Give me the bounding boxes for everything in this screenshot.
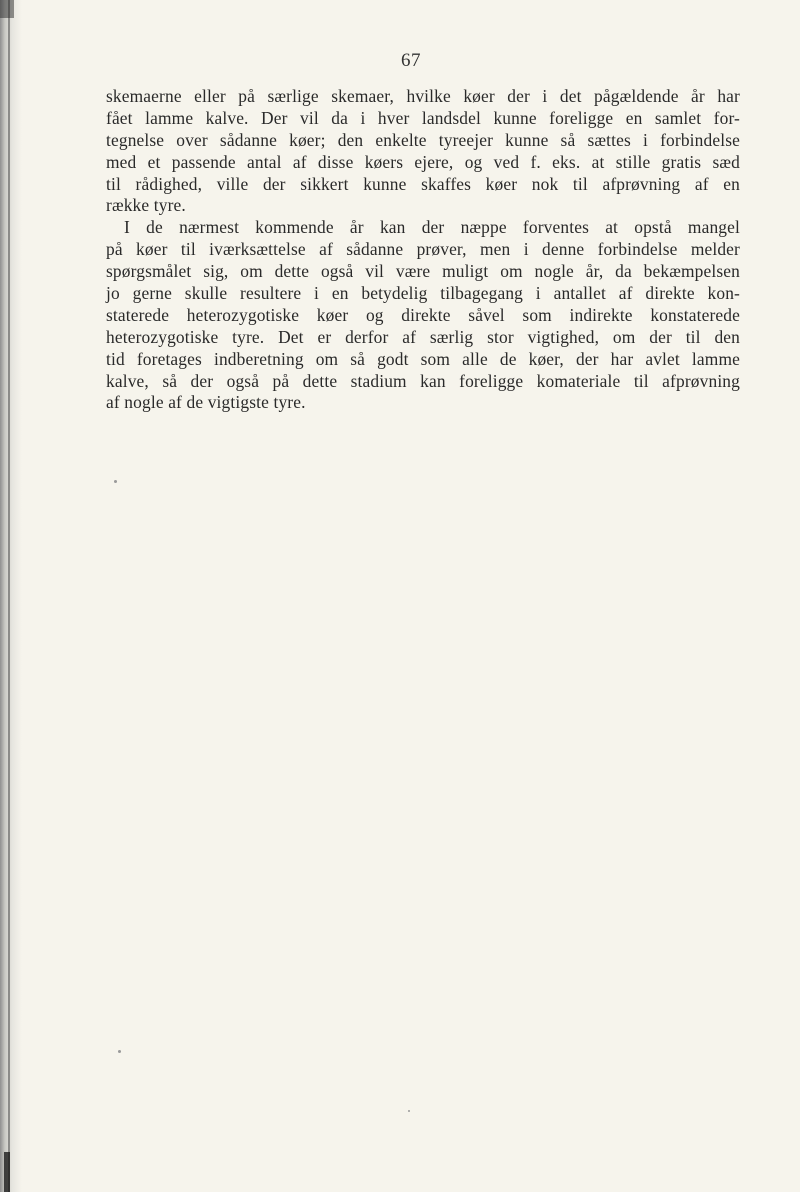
paragraph-1	[106, 86, 740, 217]
text-line: skemaerne eller på særlige skemaer, hvilke køer der i det pågældende år har	[106, 86, 740, 106]
text-line: af nogle af de vigtigste tyre.	[106, 392, 306, 413]
scan-bottom-mark	[4, 1152, 10, 1192]
text-line: staterede heterozygotiske køer og direkte såvel som indirekte konstaterede	[106, 304, 740, 325]
text-line: spørgsmålet sig, om dette også vil være muligt om nogle år, da bekæmpelsen	[106, 261, 740, 282]
paper-speck	[118, 1050, 121, 1053]
text-line: tid foretages indberetning om så godt som alle de køer, der har avlet lamme	[106, 348, 740, 369]
binding-line	[8, 0, 10, 1192]
body-text	[106, 86, 740, 414]
text-line: kalve, så der også på dette stadium kan foreligge komateriale til afprøvning	[106, 370, 740, 391]
text-line: jo gerne skulle resultere i en betydelig tilbagegang i antallet af direkte kon-	[106, 283, 740, 304]
text-line: række tyre.	[106, 195, 186, 216]
text-line: fået lamme kalve. Der vil da i hver landsdel kunne foreligge en samlet for-	[106, 107, 740, 128]
text-line: til rådighed, ville der sikkert kunne skaffes køer nok til afprøvning af en	[106, 173, 740, 194]
page-left-edge	[0, 0, 22, 1192]
paragraph-2	[106, 217, 740, 414]
paper-speck	[114, 480, 117, 483]
text-line: med et passende antal af disse køers ejere, og ved f. eks. at stille gratis sæd	[106, 151, 740, 172]
text-line: på køer til iværksættelse af sådanne prøver, men i denne forbindelse melder	[106, 239, 740, 260]
text-line: tegnelse over sådanne køer; den enkelte tyreejer kunne så sættes i forbindelse	[106, 129, 740, 150]
text-line: heterozygotiske tyre. Det er derfor af særlig stor vigtighed, om der til den	[106, 326, 740, 347]
page-number: 67	[401, 50, 421, 71]
paper-speck	[408, 1110, 410, 1112]
text-line: I de nærmest kommende år kan der næppe forventes at opstå mangel	[124, 217, 740, 238]
scan-corner-mark	[0, 0, 14, 18]
